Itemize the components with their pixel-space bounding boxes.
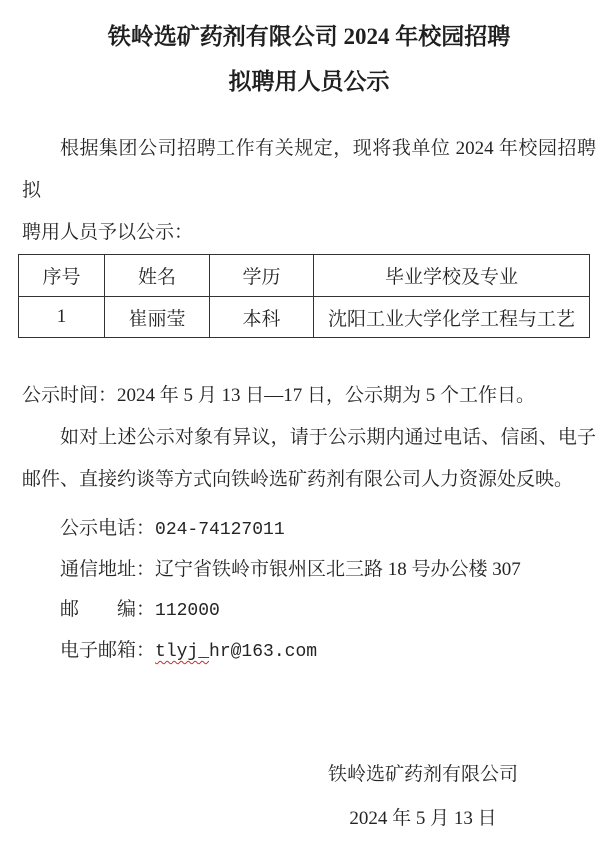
email-line (22, 631, 596, 672)
cell-education: 本科 (210, 297, 314, 338)
intro-line-1: 根据集团公司招聘工作有关规定，现将我单位 2024 年校园招聘拟 (22, 138, 596, 201)
candidate-table (18, 254, 590, 338)
address-value: 辽宁省铁岭市银州区北三路 18 号办公楼 307 (155, 559, 521, 580)
intro-paragraph (22, 128, 596, 254)
publicity-time-line: 公示时间：2024 年 5 月 13 日—17 日，公示期为 5 个工作日。 (22, 385, 536, 406)
objection-line-2: 邮件、直接约谈等方式向铁岭选矿药剂有限公司人力资源处反映。 (22, 469, 574, 490)
header-name: 姓名 (105, 255, 210, 297)
email-rest-segment: hr@163.com (209, 642, 318, 662)
postcode-value: 112000 (155, 601, 220, 621)
cell-name: 崔丽莹 (105, 297, 210, 338)
document-title (22, 14, 596, 104)
header-school-major: 毕业学校及专业 (314, 255, 590, 297)
signature-date: 2024 年 5 月 13 日 (349, 808, 497, 829)
signature-company: 铁岭选矿药剂有限公司 (327, 764, 518, 785)
address-label: 通信地址： (60, 559, 156, 580)
email-label: 电子邮箱： (60, 640, 156, 661)
objection-paragraph (22, 417, 596, 501)
objection-line-1: 如对上述公示对象有异议，请于公示期内通过电话、信函、电子 (60, 427, 596, 448)
signature-block (253, 753, 593, 841)
phone-value: 024-74127011 (155, 520, 285, 540)
title-line-2: 拟聘用人员公示 (228, 69, 390, 94)
address-line (22, 550, 596, 590)
email-misspelled-segment: tlyj_ (155, 642, 210, 662)
header-serial-number: 序号 (19, 255, 105, 297)
postcode-label: 邮 编： (60, 599, 156, 620)
cell-serial-number: 1 (19, 297, 105, 338)
table-row (19, 297, 590, 338)
table-header-row (19, 255, 590, 297)
contact-block (22, 509, 596, 672)
phone-line (22, 509, 596, 550)
title-line-1: 铁岭选矿药剂有限公司 2024 年校园招聘 (107, 24, 511, 49)
postcode-line (22, 590, 596, 631)
header-education: 学历 (210, 255, 314, 297)
phone-label: 公示电话： (60, 518, 156, 539)
intro-line-2: 聘用人员予以公示： (22, 222, 194, 243)
cell-school-major: 沈阳工业大学化学工程与工艺 (314, 297, 590, 338)
